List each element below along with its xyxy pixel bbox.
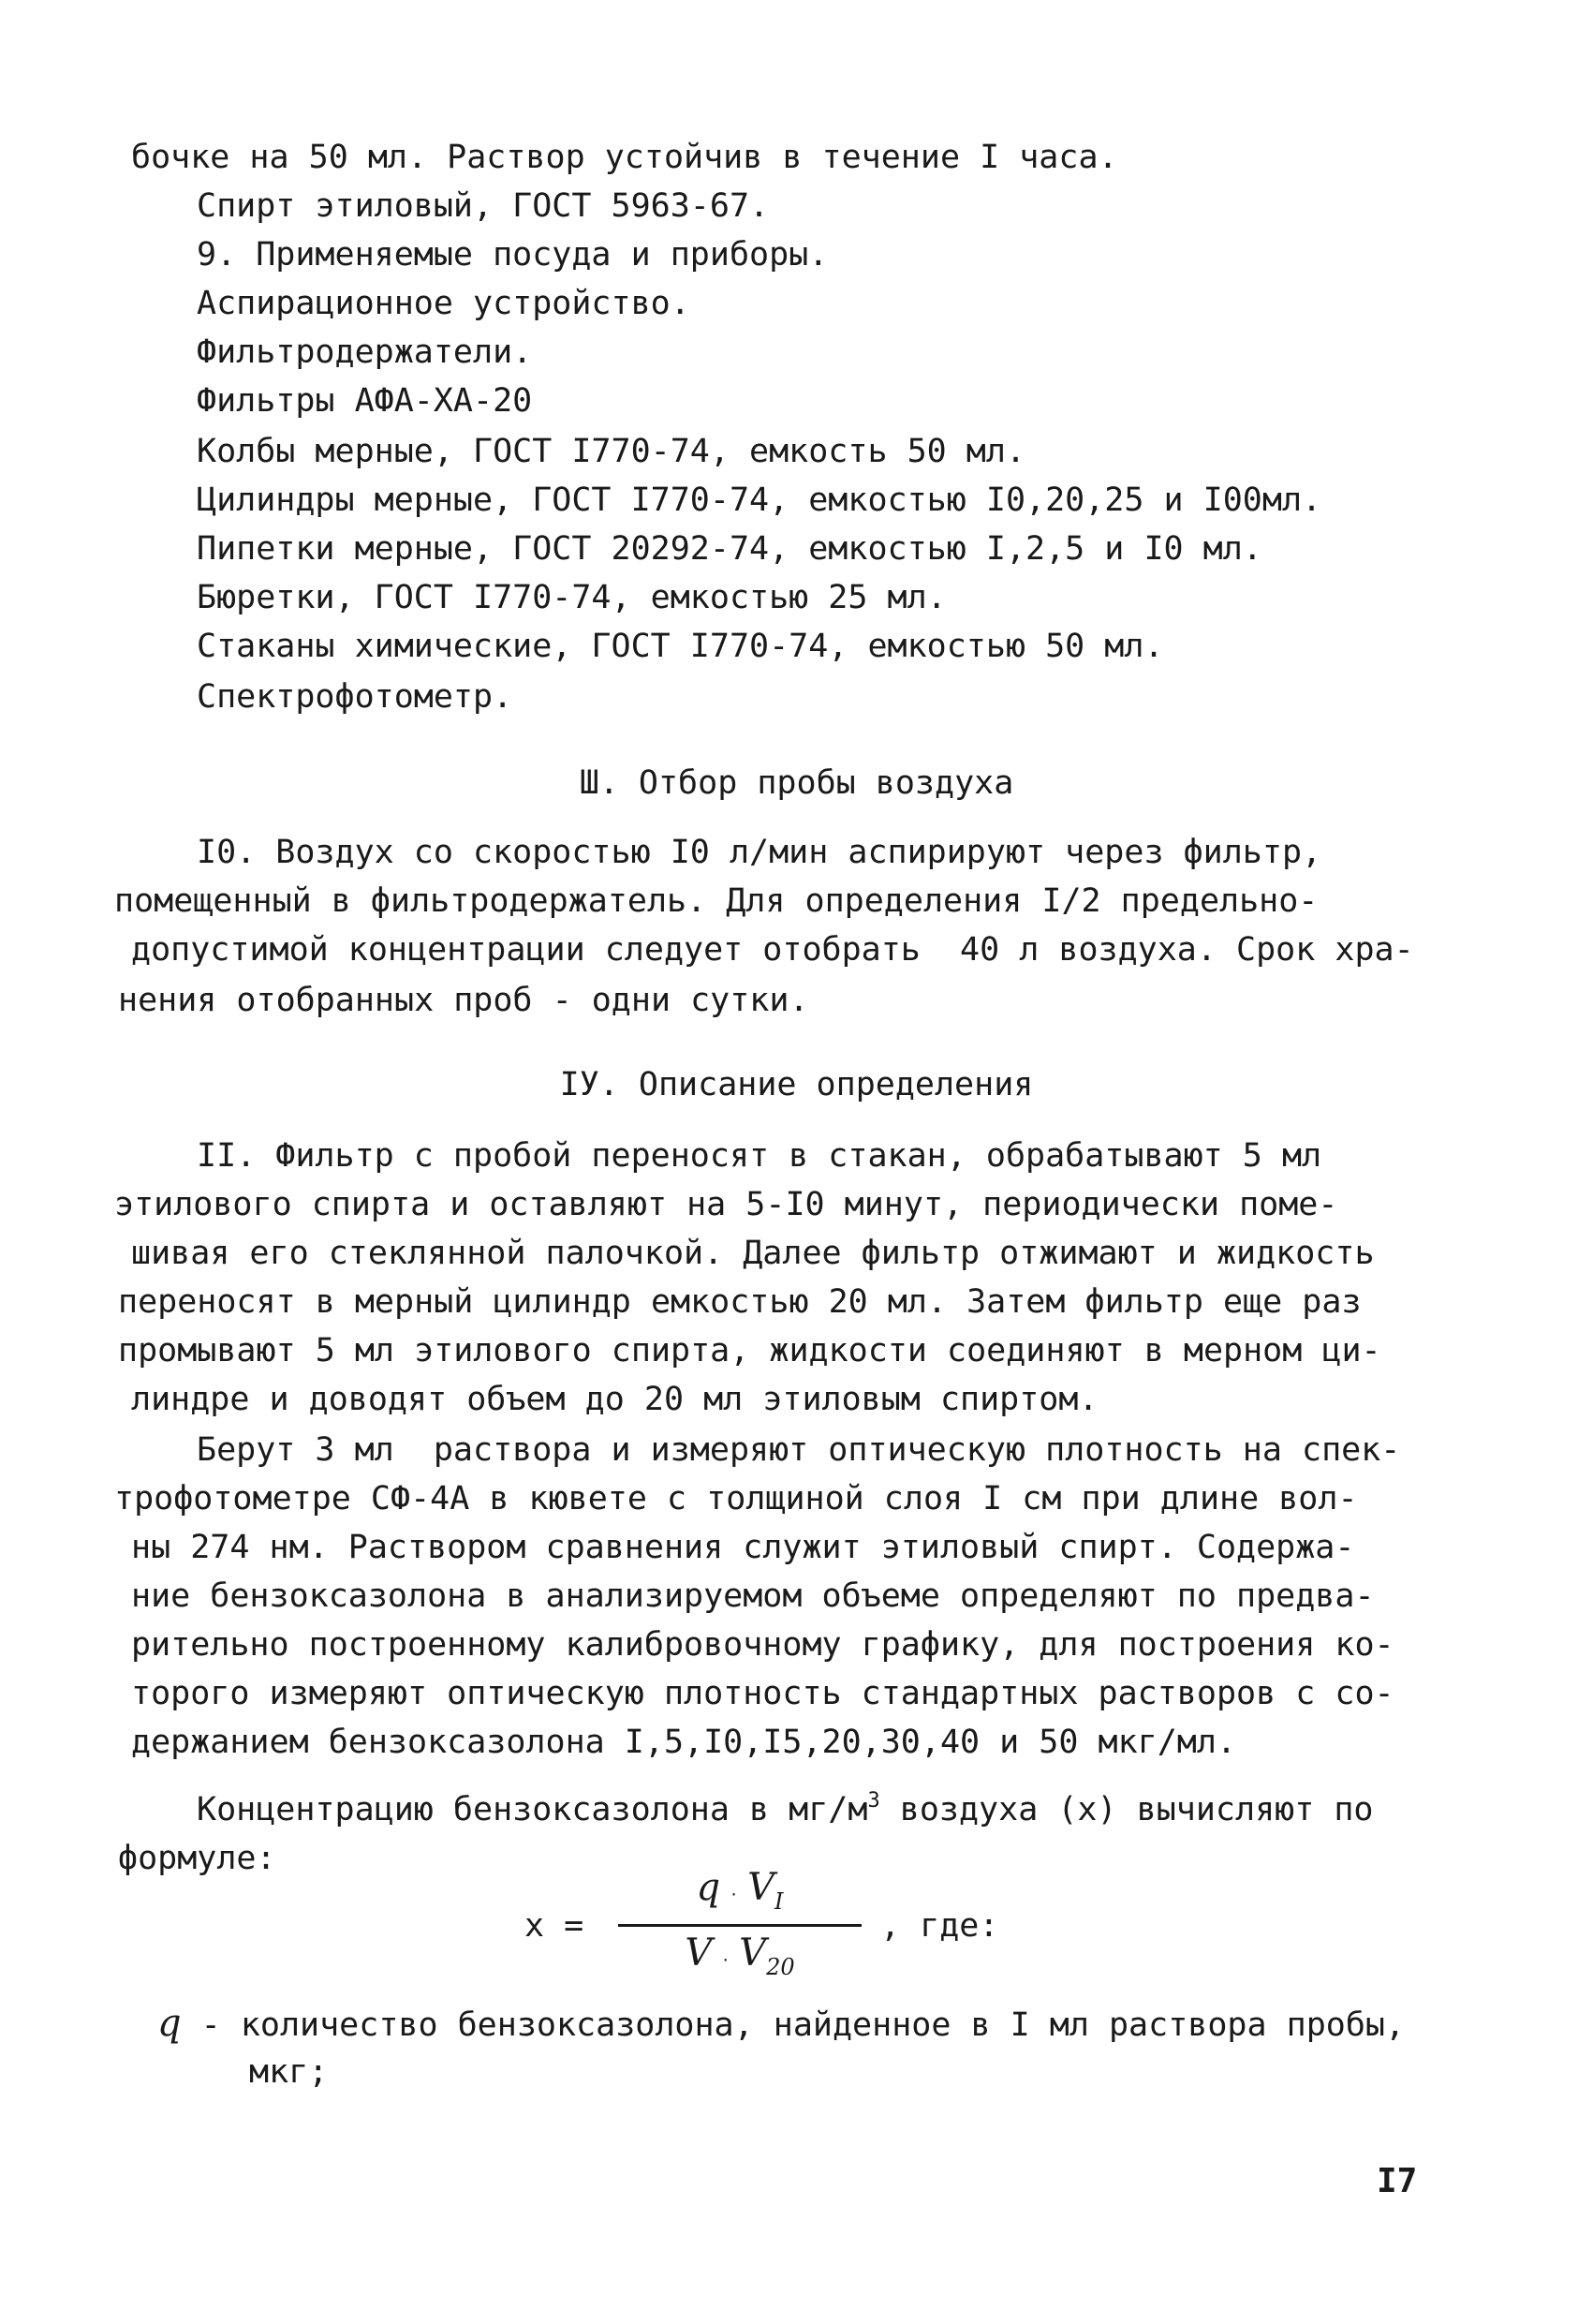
text-line: Берут 3 мл раствора и измеряют оптическую плотность на спек- [197,1431,1401,1469]
text-line: I0. Воздух со скоростью I0 л/мин аспирируют через фильтр, [197,834,1322,871]
section-heading: IУ. Описание определения [559,1066,1034,1103]
fraction [618,1866,862,1988]
subscript: 20 [766,1954,795,1980]
text-line: помещенный в фильтродержатель. Для определения I/2 предельно- [114,882,1319,920]
text-line: Аспирационное устройство. [197,285,690,322]
text-line: допустимой концентрации следует отобрать 40 л воздуха. Срок хра- [131,931,1414,969]
symbol-v: V [739,1932,767,1975]
text-line: трофотометре СФ-4А в кювете с толщиной слоя I см при длине вол- [114,1480,1358,1517]
text-line: этилового спирта и оставляют на 5-I0 минут, периодически поме- [114,1186,1338,1223]
where-text: , где: [880,1907,999,1945]
symbol-q: q [696,1866,721,1909]
text-line: Фильтродержатели. [197,333,533,371]
text-line: мкг; [249,2053,329,2091]
superscript: 3 [867,1789,880,1813]
text-line: ние бензоксазолона в анализируемом объеме определяют по предва- [131,1577,1375,1615]
symbol-v: V [685,1932,713,1975]
definition-line [157,2002,1406,2045]
text-line: Спектрофотометр. [197,678,513,716]
symbol-q: q [157,2002,182,2045]
symbol-v: V [747,1866,774,1909]
definition-text: - количество бензоксазолона, найденное в I мл раствора пробы, [181,2006,1406,2044]
subscript: I [774,1888,784,1915]
text-line: II. Фильтр с пробой переносят в стакан, обрабатывают 5 мл [197,1137,1322,1175]
conc-text-b: воздуха (х) вычисляют по [879,1791,1374,1828]
text-line: бочке на 50 мл. Раствор устойчив в течение I часа. [131,139,1118,176]
text-line: Бюретки, ГОСТ I770-74, емкостью 25 мл. [197,579,947,616]
text-line: Стаканы химические, ГОСТ I770-74, емкостью 50 мл. [197,628,1164,665]
text-line: формуле: [118,1840,276,1877]
text-line: Пипетки мерные, ГОСТ 20292-74, емкостью I,2,5 и I0 мл. [197,530,1262,568]
text-line: ны 274 нм. Раствором сравнения служит этиловый спирт. Содержа- [131,1529,1355,1566]
text-line: шивая его стеклянной палочкой. Далее фильтр отжимают и жидкость [131,1235,1375,1272]
text-line: торого измеряют оптическую плотность стандартных растворов с со- [131,1675,1394,1712]
text-line: линдре и доводят объем до 20 мл этиловым спиртом. [131,1381,1099,1418]
text-line [197,1791,1374,1833]
formula-lhs: х = [524,1907,584,1945]
section-heading: Ш. Отбор пробы воздуха [579,764,1014,802]
dot: · [712,1951,740,1969]
page-number: I7 [1377,2162,1418,2200]
text-line: Спирт этиловый, ГОСТ 5963-67. [197,187,770,225]
text-line: держанием бензоксазолона I,5,I0,I5,20,30,40 и 50 мкг/мл. [131,1724,1237,1761]
dot: · [720,1886,748,1903]
formula [524,1866,1049,1988]
text-line: нения отобранных проб - одни сутки. [118,982,809,1019]
fraction-denominator [618,1932,862,1980]
text-line: Колбы мерные, ГОСТ I770-74, емкость 50 мл. [197,433,1026,470]
text-line: Цилиндры мерные, ГОСТ I770-74, емкостью I0,20,25 и I00мл. [197,481,1322,519]
conc-text-a: Концентрацию бензоксазолона в мг/м [197,1791,868,1828]
fraction-bar [618,1924,862,1927]
text-line: Фильтры АФА-ХА-20 [197,382,533,420]
fraction-numerator [618,1866,862,1915]
text-line: переносят в мерный цилиндр емкостью 20 мл. Затем фильтр еще раз [118,1283,1362,1321]
text-line: рительно построенному калибровочному графику, для построения ко- [131,1626,1394,1664]
text-line: промывают 5 мл этилового спирта, жидкости соединяют в мерном ци- [118,1332,1381,1369]
text-line: 9. Применяемые посуда и приборы. [197,236,829,274]
